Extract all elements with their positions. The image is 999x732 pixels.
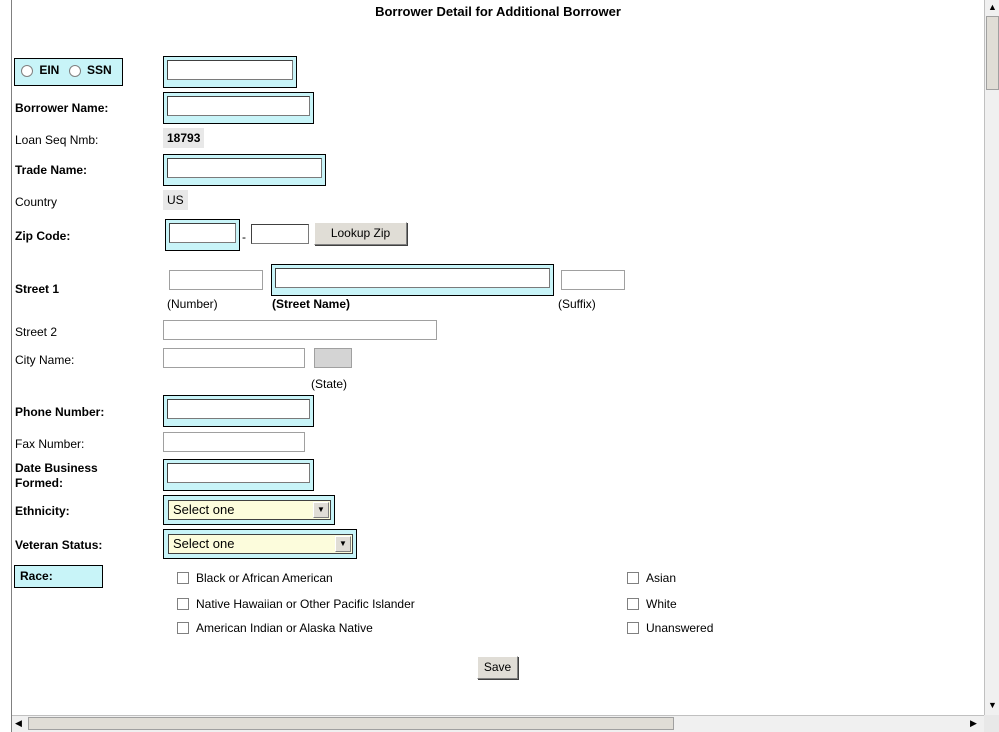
veteran-selected-value: Select one [173,536,235,551]
vertical-scrollbar[interactable] [984,0,999,715]
id-type-group [14,58,123,86]
fax-number-label: Fax Number: [15,437,85,451]
ein-label: EIN [39,63,60,77]
ein-radio[interactable] [21,65,33,77]
ssn-label: SSN [87,63,112,77]
state-field [314,348,352,368]
city-name-input[interactable] [163,348,305,368]
horizontal-scrollbar[interactable] [12,715,984,732]
race-checkbox[interactable] [177,572,189,584]
ethnicity-box [163,495,335,525]
id-number-input[interactable] [167,60,293,80]
street2-label: Street 2 [15,325,58,339]
zip-extension-input[interactable] [251,224,309,244]
street-suffix-input[interactable] [561,270,625,290]
phone-number-label: Phone Number: [15,405,105,419]
state-hint: (State) [311,377,348,391]
country-label: Country [15,195,58,209]
horizontal-scroll-thumb[interactable] [28,717,674,730]
ssn-radio[interactable] [69,65,81,77]
ethnicity-label: Ethnicity: [15,504,70,518]
race-checkbox[interactable] [627,598,639,610]
trade-name-box [163,154,326,186]
scroll-left-icon[interactable]: ◀ [15,718,22,728]
street-number-input[interactable] [169,270,263,290]
street-name-box [271,264,554,296]
veteran-status-box [163,529,357,559]
trade-name-input[interactable] [167,158,322,178]
scrollbar-corner [984,715,999,732]
street-name-hint: (Street Name) [272,297,351,311]
veteran-status-select[interactable] [168,534,353,554]
street-suffix-hint: (Suffix) [558,297,596,311]
zip-code-box [165,219,240,251]
country-value: US [163,190,188,210]
zip-separator: - [242,230,246,244]
street-number-hint: (Number) [167,297,218,311]
borrower-name-input[interactable] [167,96,310,116]
ethnicity-selected-value: Select one [173,502,235,517]
street1-label: Street 1 [15,282,60,296]
loan-seq-value: 18793 [163,128,204,148]
fax-number-input[interactable] [163,432,305,452]
zip-code-label: Zip Code: [15,229,71,243]
save-button[interactable]: Save [477,656,518,679]
race-option-label: Native Hawaiian or Other Pacific Islander [196,597,415,611]
date-formed-label-line2: Formed: [15,476,63,490]
race-checkbox[interactable] [627,572,639,584]
lookup-zip-button[interactable]: Lookup Zip [314,222,407,245]
race-option-label: Asian [646,571,677,585]
phone-number-box [163,395,314,427]
scroll-right-icon[interactable]: ▶ [970,718,977,728]
loan-seq-label: Loan Seq Nmb: [15,133,99,147]
race-option-label: White [646,597,677,611]
veteran-status-label: Veteran Status: [15,538,103,552]
race-option-label: Black or African American [196,571,333,585]
chevron-down-icon[interactable]: ▼ [335,536,351,552]
race-label: Race: [14,565,103,588]
date-formed-input[interactable] [167,463,310,483]
id-number-box [163,56,297,88]
race-checkbox[interactable] [627,622,639,634]
date-formed-label [15,461,98,491]
race-option-label: Unanswered [646,621,714,635]
left-frame-edge [0,0,12,732]
street2-input[interactable] [163,320,437,340]
phone-number-input[interactable] [167,399,310,419]
race-checkbox[interactable] [177,622,189,634]
chevron-down-icon[interactable]: ▼ [313,502,329,518]
scroll-down-icon[interactable]: ▼ [988,700,997,710]
borrower-name-label: Borrower Name: [15,101,109,115]
trade-name-label: Trade Name: [15,163,88,177]
borrower-detail-page [12,0,984,715]
date-formed-box [163,459,314,491]
race-checkbox[interactable] [177,598,189,610]
date-formed-label-line1: Date Business [15,461,98,475]
zip-code-input[interactable] [169,223,236,243]
street-name-input[interactable] [275,268,550,288]
vertical-scroll-thumb[interactable] [986,16,999,90]
race-option-label: American Indian or Alaska Native [196,621,373,635]
scroll-up-icon[interactable]: ▲ [988,2,997,12]
page-title: Borrower Detail for Additional Borrower [375,4,621,19]
borrower-name-box [163,92,314,124]
ethnicity-select[interactable] [168,500,331,520]
city-name-label: City Name: [15,353,75,367]
